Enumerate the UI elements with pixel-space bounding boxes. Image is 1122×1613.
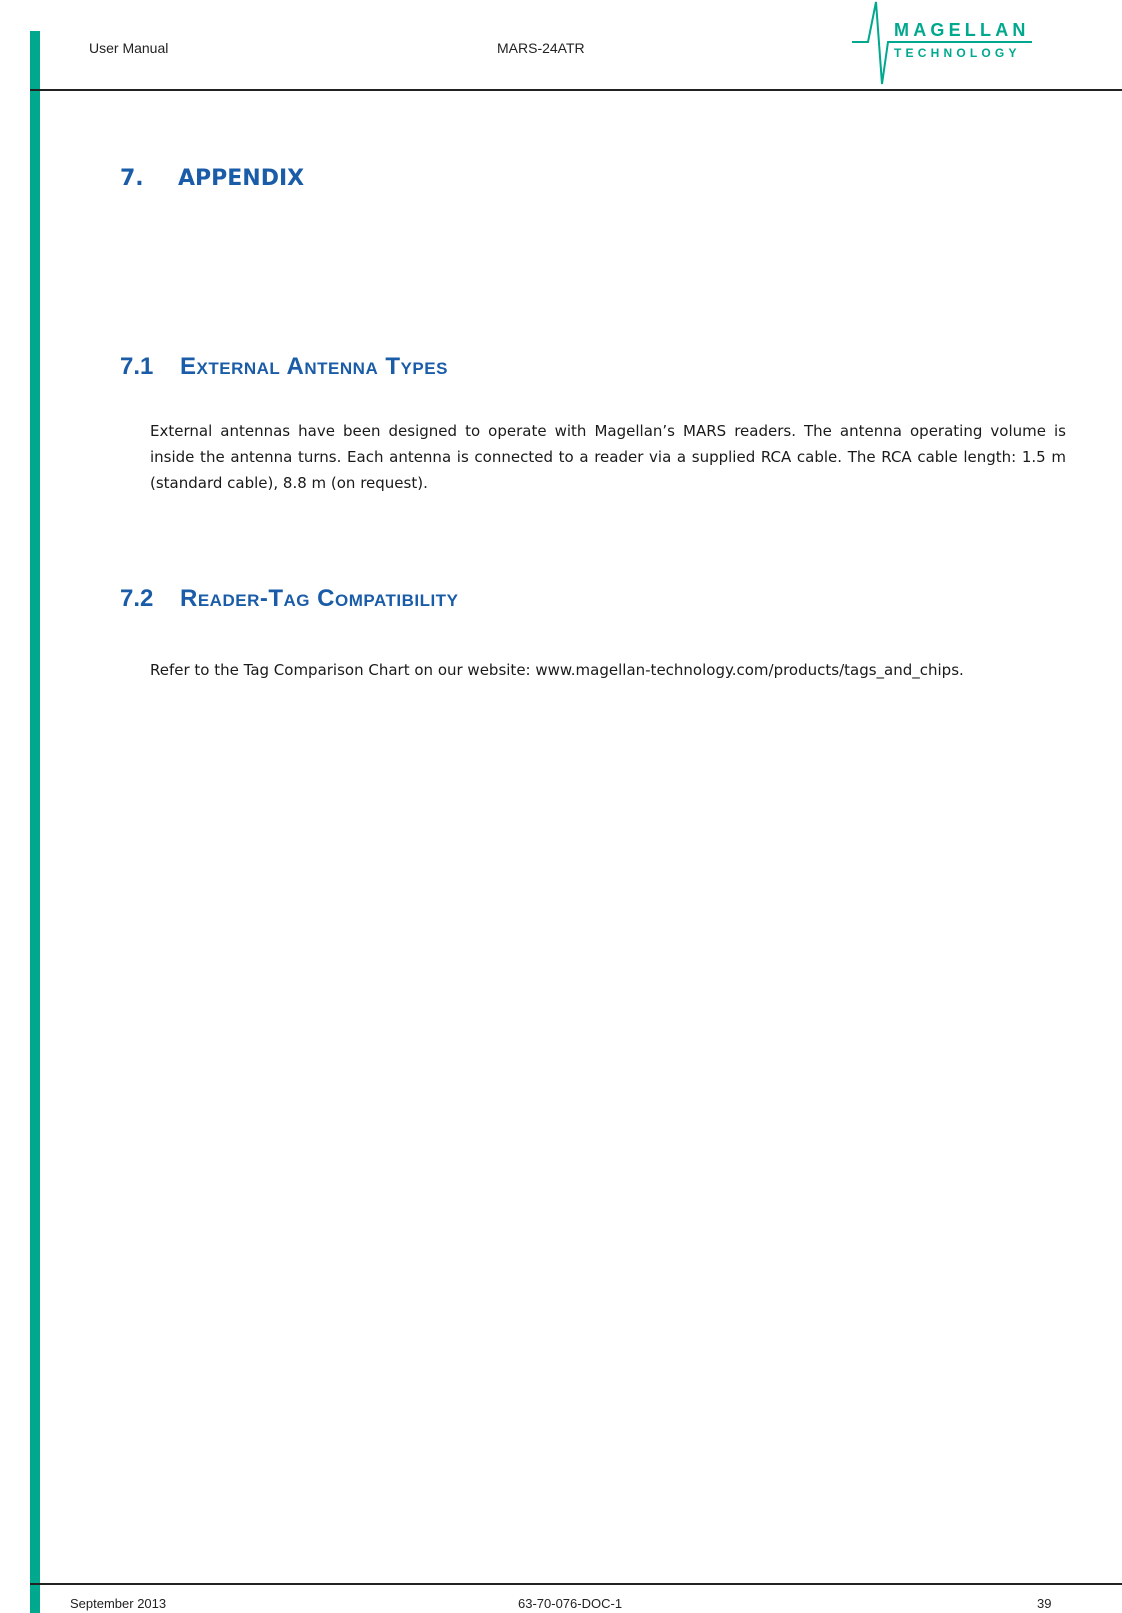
subsection-heading-7-2 <box>120 585 458 613</box>
header-divider <box>30 89 1122 91</box>
section-number: 7. <box>120 166 144 191</box>
footer-doc-number: 63-70-076-DOC-1 <box>518 1596 623 1611</box>
logo-wordmark-top: MAGELLAN <box>894 20 1030 40</box>
left-accent-bar <box>30 31 40 1613</box>
subsection-number: 7.1 <box>120 353 154 380</box>
subsection-heading-7-1 <box>120 353 448 381</box>
header-doc-type: User Manual <box>89 40 169 56</box>
paragraph-external-antenna: External antennas have been designed to operate with Magellan’s MARS readers. The antenna operating volume is inside the antenna turns. Each antenna is connected to a reader via a supplied RCA cable. The RCA cable length: 1.5 m (standard cable), 8.8 m (on request). <box>150 422 1066 492</box>
footer-date: September 2013 <box>70 1596 167 1611</box>
subsection-number: 7.2 <box>120 585 154 612</box>
header-product: MARS-24ATR <box>497 40 585 56</box>
logo-wordmark-bottom: TECHNOLOGY <box>894 46 1021 60</box>
page-number: 39 <box>1037 1596 1052 1611</box>
section-heading-appendix <box>120 166 304 191</box>
paragraph-tag-compatibility: Refer to the Tag Comparison Chart on our website: www.magellan-technology.com/products/tags_and_chips. <box>150 661 964 679</box>
subsection-title: External Antenna Types <box>180 353 448 380</box>
section-title: APPENDIX <box>178 166 305 191</box>
footer-divider <box>30 1583 1122 1585</box>
magellan-logo <box>852 0 1032 86</box>
waveform-icon <box>852 0 1032 86</box>
subsection-title: Reader-Tag Compatibility <box>180 585 459 612</box>
